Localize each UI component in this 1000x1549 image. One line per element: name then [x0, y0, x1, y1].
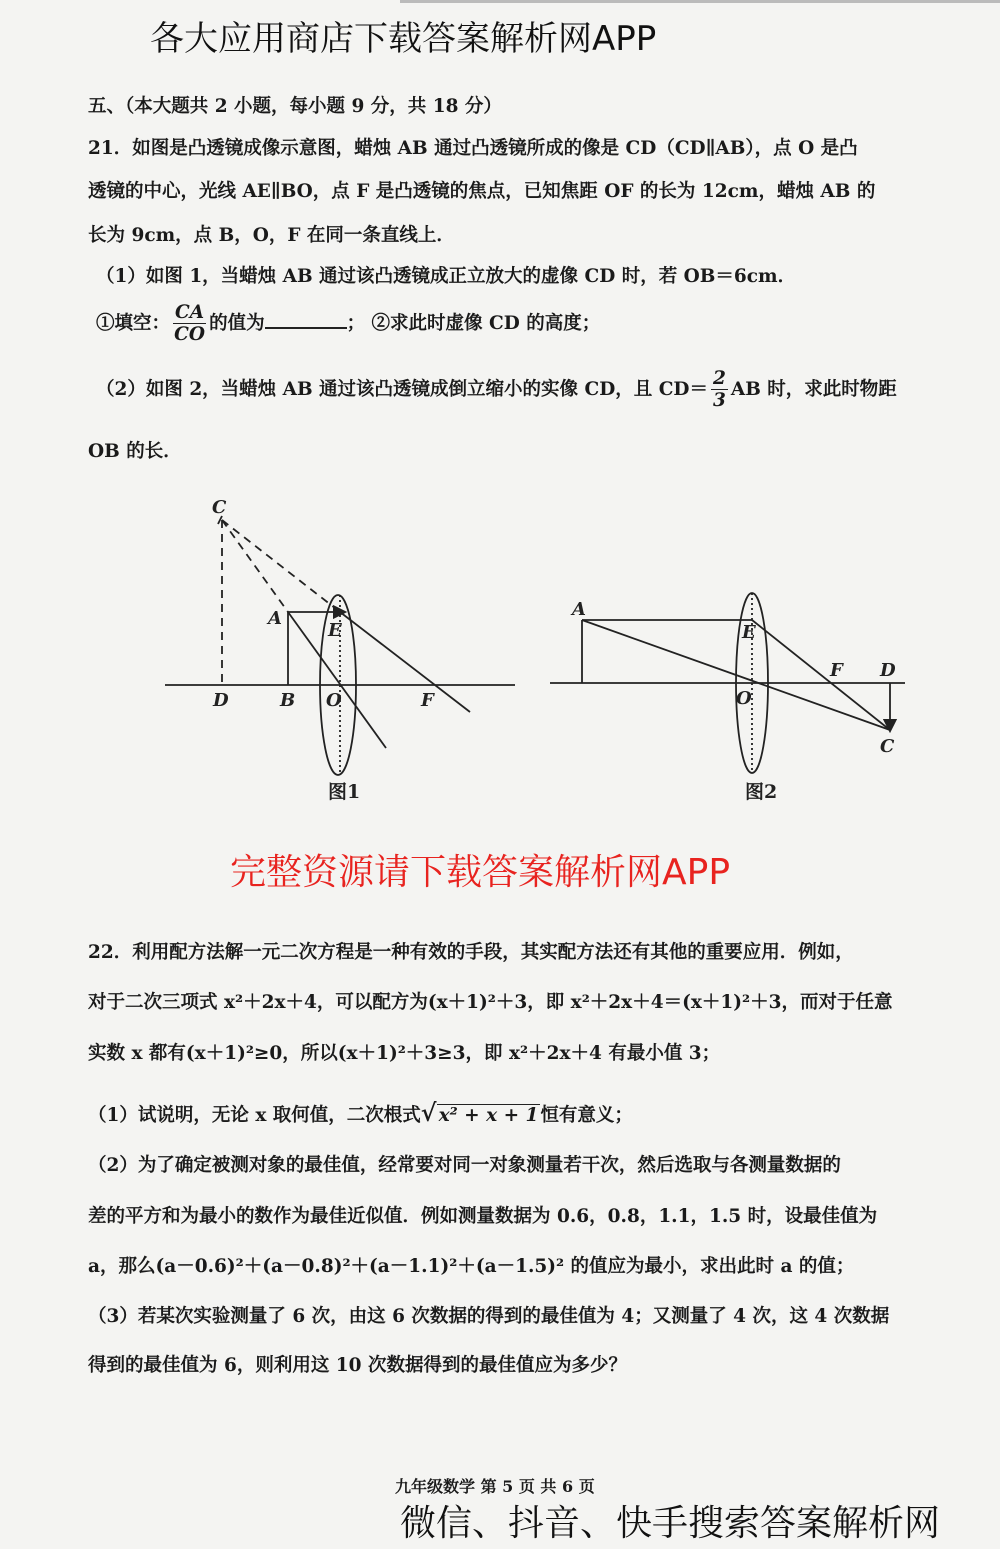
q22-part2-line1: （2）为了确定被测对象的最佳值，经常要对同一对象测量若干次，然后选取与各测量数据的 [88, 1155, 841, 1176]
figure-1 [165, 516, 515, 775]
section-header: 五、（本大题共 2 小题，每小题 9 分，共 18 分） [88, 96, 502, 117]
radicand: x² + x + 1 [438, 1105, 539, 1126]
label-f: F [830, 660, 843, 681]
q22-line3: 实数 x 都有(x＋1)²≥0，所以(x＋1)²＋3≥3，即 x²＋2x＋4 有最小值 3； [88, 1043, 721, 1064]
part1a-prefix: ①填空： [96, 312, 171, 334]
q22-part3-line1: （3）若某次实验测量了 6 次，由这 6 次数据的得到的最佳值为 4；又测量了 4 次，这 4 次数据 [88, 1306, 890, 1327]
fraction-2-3 [711, 368, 728, 412]
label-o: O [326, 690, 342, 711]
part1-suffix: 恒有意义； [540, 1105, 633, 1126]
q22-line2: 对于二次三项式 x²＋2x＋4，可以配方为(x＋1)²＋3，即 x²＋2x＋4＝(x＋1)²＋3，而对于任意 [88, 992, 893, 1013]
label-o: O [736, 688, 752, 709]
q22-part2-line2: 差的平方和为最小的数作为最佳近似值．例如测量数据为 0.6，0.8，1.1，1.5 时，设最佳值为 [88, 1206, 878, 1227]
part2-prefix: （2）如图 2，当蜡烛 AB 通过该凸透镜成倒立缩小的实像 CD，且 CD＝ [96, 378, 708, 400]
watermark-center: 完整资源请下载答案解析网APP [230, 852, 731, 893]
figure-1-caption: 图1 [328, 781, 361, 803]
q21-part2-line2: OB 的长． [88, 441, 182, 462]
label-d: D [880, 660, 896, 681]
q22-part1 [88, 1098, 633, 1127]
label-a: A [572, 599, 586, 620]
label-e: E [328, 620, 342, 641]
q21-part1: （1）如图 1，当蜡烛 AB 通过该凸透镜成正立放大的虚像 CD 时，若 OB＝6cm． [96, 266, 797, 287]
figure-1-labels [212, 497, 435, 803]
label-c: C [880, 736, 895, 757]
scan-edge [400, 0, 1000, 3]
denominator: CO [174, 324, 205, 346]
ray-efc [752, 620, 890, 730]
label-d: D [213, 690, 229, 711]
figure-2-caption: 图2 [745, 781, 778, 803]
page-footer: 九年级数学 第 5 页 共 6 页 [395, 1477, 595, 1496]
q21-line1: 21．如图是凸透镜成像示意图，蜡烛 AB 通过凸透镜所成的像是 CD（CD∥AB），点 O 是凸 [88, 138, 858, 159]
label-b: B [280, 690, 296, 711]
label-e: E [742, 622, 756, 643]
answer-blank[interactable] [265, 311, 347, 329]
denominator: 3 [712, 390, 726, 412]
numerator: CA [175, 302, 205, 323]
figure-2 [550, 593, 905, 773]
q22-part2-line3: a，那么(a－0.6)²＋(a－0.8)²＋(a－1.1)²＋(a－1.5)² 的值应为最小，求出此时 a 的值； [88, 1256, 855, 1277]
numerator: 2 [712, 368, 726, 389]
figure-2-labels [570, 599, 896, 803]
sqrt-sign: √ [420, 1098, 437, 1127]
line-ce [222, 520, 340, 612]
part2-suffix: AB 时，求此时物距 [730, 378, 897, 400]
q21-part2 [96, 368, 897, 412]
figures [0, 480, 1000, 820]
ray-ef [340, 612, 470, 712]
label-f: F [421, 690, 434, 711]
part1a-suffix: 的值为 [209, 312, 265, 334]
watermark-top: 各大应用商店下载答案解析网APP [150, 19, 657, 59]
q22-line1: 22．利用配方法解一元二次方程是一种有效的手段，其实配方法还有其他的重要应用．例如， [88, 942, 854, 963]
label-c: C [212, 497, 227, 518]
q21-line3: 长为 9cm，点 B，O，F 在同一条直线上． [88, 225, 455, 246]
fraction-ca-co [173, 302, 206, 346]
q22-part3-line2: 得到的最佳值为 6，则利用这 10 次数据得到的最佳值应为多少？ [88, 1355, 627, 1376]
q21-part1a [96, 302, 600, 346]
part1b: ； ②求此时虚像 CD 的高度； [346, 312, 601, 334]
watermark-bottom: 微信、抖音、快手搜索答案解析网 [400, 1503, 941, 1544]
line-ca [222, 520, 288, 612]
part1-prefix: （1）试说明，无论 x 取何值，二次根式 [88, 1105, 421, 1126]
label-a: A [268, 608, 282, 629]
q21-line2: 透镜的中心，光线 AE∥BO，点 F 是凸透镜的焦点，已知焦距 OF 的长为 12cm，蜡烛 AB 的 [88, 181, 876, 202]
